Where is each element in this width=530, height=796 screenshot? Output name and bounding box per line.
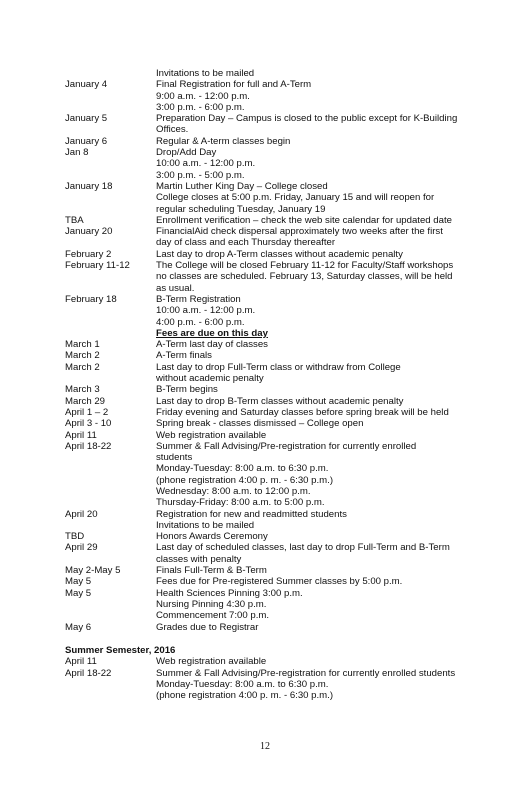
page-number: 12 [260, 741, 270, 752]
event-line: 10:00 a.m. - 12:00 p.m. [156, 305, 256, 317]
event-date: March 1 [65, 339, 100, 351]
event-date: January 4 [65, 79, 108, 91]
event-row [65, 79, 505, 113]
event-line: 4:00 p.m. - 6:00 p.m. [156, 316, 245, 328]
event-row [65, 565, 505, 576]
event-description [156, 418, 505, 429]
event-row [65, 113, 505, 136]
event-description [156, 430, 505, 441]
event-date: February 18 [65, 293, 117, 305]
event-line: Health Sciences Pinning 3:00 p.m. [156, 587, 303, 599]
event-line: day of class and each Thursday thereafter [156, 237, 336, 249]
event-description [156, 622, 505, 633]
event-row [65, 509, 505, 532]
event-description [156, 68, 505, 79]
summer-events-list [65, 656, 505, 701]
event-line: Invitations to be mailed [156, 68, 255, 79]
event-row [65, 576, 505, 587]
event-row [65, 588, 505, 622]
event-line: Commencement 7:00 p.m. [156, 610, 270, 622]
event-line: Enrollment verification – check the web site calendar for updated date [156, 214, 452, 226]
event-line: College closes at 5:00 p.m. Friday, January 15 and will reopen for [156, 192, 435, 204]
event-description [156, 215, 505, 226]
event-line: Spring break - classes dismissed – College open [156, 418, 364, 430]
event-line: students [156, 452, 193, 464]
event-line: FinancialAid check dispersal approximately two weeks after the first [156, 226, 443, 238]
event-line: Last day to drop A-Term classes without academic penalty [156, 248, 403, 260]
event-row [65, 294, 505, 328]
event-row [65, 260, 505, 294]
event-row [65, 656, 505, 667]
event-line: Drop/Add Day [156, 147, 217, 159]
event-description [156, 181, 505, 215]
event-date: January 18 [65, 180, 113, 192]
event-description [156, 509, 505, 532]
event-date: May 2-May 5 [65, 565, 121, 577]
event-line: A-Term finals [156, 350, 212, 362]
event-line: Honors Awards Ceremony [156, 531, 268, 543]
event-description [156, 656, 505, 667]
fees-due-notice: Fees are due on this day [156, 327, 268, 339]
event-line: Wednesday: 8:00 a.m. to 12:00 p.m. [156, 485, 311, 497]
event-line: 9:00 a.m. - 12:00 p.m. [156, 90, 250, 102]
event-line: 3:00 p.m. - 5:00 p.m. [156, 169, 245, 181]
event-line: no classes are scheduled. February 13, Saturday classes, will be held [156, 271, 453, 283]
event-row [65, 430, 505, 441]
event-date: February 2 [65, 248, 112, 260]
event-date: Jan 8 [65, 147, 89, 159]
event-row [65, 418, 505, 429]
event-line: Last day to drop B-Term classes without academic penalty [156, 395, 404, 407]
event-date: TBA [65, 214, 84, 226]
event-line: Last day of scheduled classes, last day to drop Full-Term and B-Term [156, 542, 450, 554]
event-row [65, 328, 505, 339]
event-line: B-Term begins [156, 384, 218, 396]
event-line: Monday-Tuesday: 8:00 a.m. to 6:30 p.m. [156, 678, 329, 690]
event-row [65, 249, 505, 260]
event-row [65, 441, 505, 509]
event-line: Offices. [156, 124, 189, 136]
event-date: May 5 [65, 576, 92, 588]
event-line: Finals Full-Term & B-Term [156, 565, 267, 577]
event-date: April 3 - 10 [65, 418, 112, 430]
event-line: Final Registration for full and A-Term [156, 79, 312, 91]
event-date: February 11-12 [65, 260, 130, 272]
event-description [156, 668, 505, 702]
event-description [156, 294, 505, 328]
event-row [65, 668, 505, 702]
event-description [156, 79, 505, 113]
event-description [156, 260, 505, 294]
event-description [156, 113, 505, 136]
event-row [65, 136, 505, 147]
event-date: January 5 [65, 113, 108, 125]
event-line: Summer & Fall Advising/Pre-registration for currently enrolled students [156, 667, 456, 679]
event-description [156, 249, 505, 260]
event-date: March 2 [65, 350, 100, 362]
event-line: Friday evening and Saturday classes before spring break will be held [156, 406, 449, 418]
event-row [65, 396, 505, 407]
event-date: January 20 [65, 226, 113, 238]
event-line: classes with penalty [156, 553, 242, 565]
event-date: May 5 [65, 587, 92, 599]
event-row [65, 531, 505, 542]
event-line: 10:00 a.m. - 12:00 p.m. [156, 158, 256, 170]
summer-section-title: Summer Semester, 2016 [65, 645, 176, 656]
event-date: January 6 [65, 135, 108, 147]
event-row [65, 542, 505, 565]
event-line: Web registration available [156, 656, 267, 668]
event-description [156, 136, 505, 147]
event-line: Web registration available [156, 429, 267, 441]
event-description [156, 441, 505, 509]
event-line: as usual. [156, 282, 195, 294]
event-description [156, 542, 505, 565]
event-description [156, 362, 505, 385]
event-row [65, 384, 505, 395]
event-row [65, 181, 505, 215]
event-line: Monday-Tuesday: 8:00 a.m. to 6:30 p.m. [156, 463, 329, 475]
event-row [65, 68, 505, 79]
event-date: March 2 [65, 361, 100, 373]
event-description [156, 531, 505, 542]
event-line: Regular & A-term classes begin [156, 135, 291, 147]
event-row [65, 215, 505, 226]
event-description [156, 339, 505, 350]
event-date: April 11 [65, 656, 97, 668]
event-date: April 18-22 [65, 440, 112, 452]
event-date: April 18-22 [65, 667, 112, 679]
event-line: regular scheduling Tuesday, January 19 [156, 203, 326, 215]
event-description [156, 588, 505, 622]
event-row [65, 147, 505, 181]
event-description [156, 407, 505, 418]
event-date [65, 68, 156, 79]
event-description [156, 576, 505, 587]
event-line: 3:00 p.m. - 6:00 p.m. [156, 101, 245, 113]
event-row [65, 362, 505, 385]
event-line: A-Term last day of classes [156, 339, 268, 351]
event-line: Grades due to Registrar [156, 621, 259, 633]
event-line: Last day to drop Full-Term class or withdraw from College [156, 361, 401, 373]
event-row [65, 407, 505, 418]
event-description [156, 147, 505, 181]
event-date: March 3 [65, 384, 100, 396]
event-line: B-Term Registration [156, 293, 241, 305]
event-line: Martin Luther King Day – College closed [156, 180, 328, 192]
event-row [65, 339, 505, 350]
event-line: Summer & Fall Advising/Pre-registration for currently enrolled [156, 440, 417, 452]
event-line: Registration for new and readmitted students [156, 508, 347, 520]
event-line: Thursday-Friday: 8:00 a.m. to 5:00 p.m. [156, 497, 325, 509]
summer-section [65, 645, 505, 701]
event-date: April 11 [65, 429, 97, 441]
event-line: (phone registration 4:00 p. m. - 6:30 p.m.) [156, 690, 334, 702]
event-description [156, 396, 505, 407]
event-line: Fees due for Pre-registered Summer classes by 5:00 p.m. [156, 576, 403, 588]
event-date: April 1 – 2 [65, 406, 109, 418]
spring-events-list [65, 68, 505, 633]
event-date: April 29 [65, 542, 98, 554]
event-line: Invitations to be mailed [156, 519, 255, 531]
event-line: without academic penalty [156, 373, 264, 385]
event-date: TBD [65, 531, 85, 543]
event-line: Preparation Day – Campus is closed to the public except for K-Building [156, 113, 458, 125]
event-date: April 20 [65, 508, 98, 520]
event-date [65, 328, 156, 339]
event-row [65, 226, 505, 249]
event-description [156, 328, 505, 339]
event-date: May 6 [65, 621, 92, 633]
event-row [65, 350, 505, 361]
event-line: The College will be closed February 11-12 for Faculty/Staff workshops [156, 260, 454, 272]
event-description [156, 565, 505, 576]
event-row [65, 622, 505, 633]
event-date: March 29 [65, 395, 105, 407]
event-description [156, 350, 505, 361]
event-line: Nursing Pinning 4:30 p.m. [156, 598, 267, 610]
event-description [156, 226, 505, 249]
event-description [156, 384, 505, 395]
event-line: (phone registration 4:00 p. m. - 6:30 p.m.) [156, 474, 334, 486]
